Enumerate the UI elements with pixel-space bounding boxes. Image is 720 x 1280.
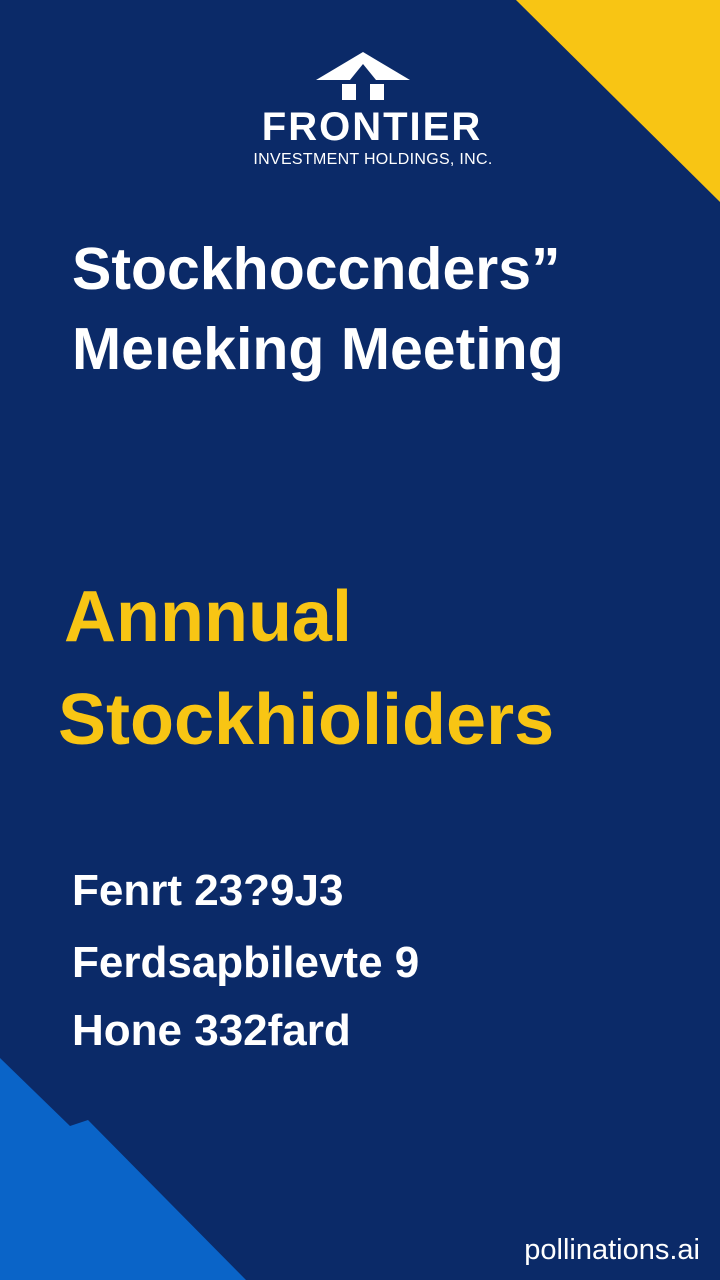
arrowhead-roof-logo-icon [314,50,412,106]
headline-line-1: Stockhoccnders” [72,236,561,302]
top-right-yellow-triangle [516,0,720,202]
company-tagline: INVESTMENT HOLDINGS, INC. [253,151,493,168]
highlight-line-1: Annnual [64,577,352,657]
bottom-left-blue-shape [0,1058,246,1280]
detail-line-1: Fenrt 23?9J3 [72,866,344,915]
company-name: FRONTIER [261,105,483,149]
highlight-line-2: Stockhioliders [58,680,555,760]
detail-line-3: Hone 332fard [72,1006,351,1055]
headline-line-2: Meıeking Meeting [72,316,564,382]
detail-line-2: Ferdsapbilevte 9 [72,938,420,987]
watermark-text: pollinations.ai [524,1234,700,1266]
